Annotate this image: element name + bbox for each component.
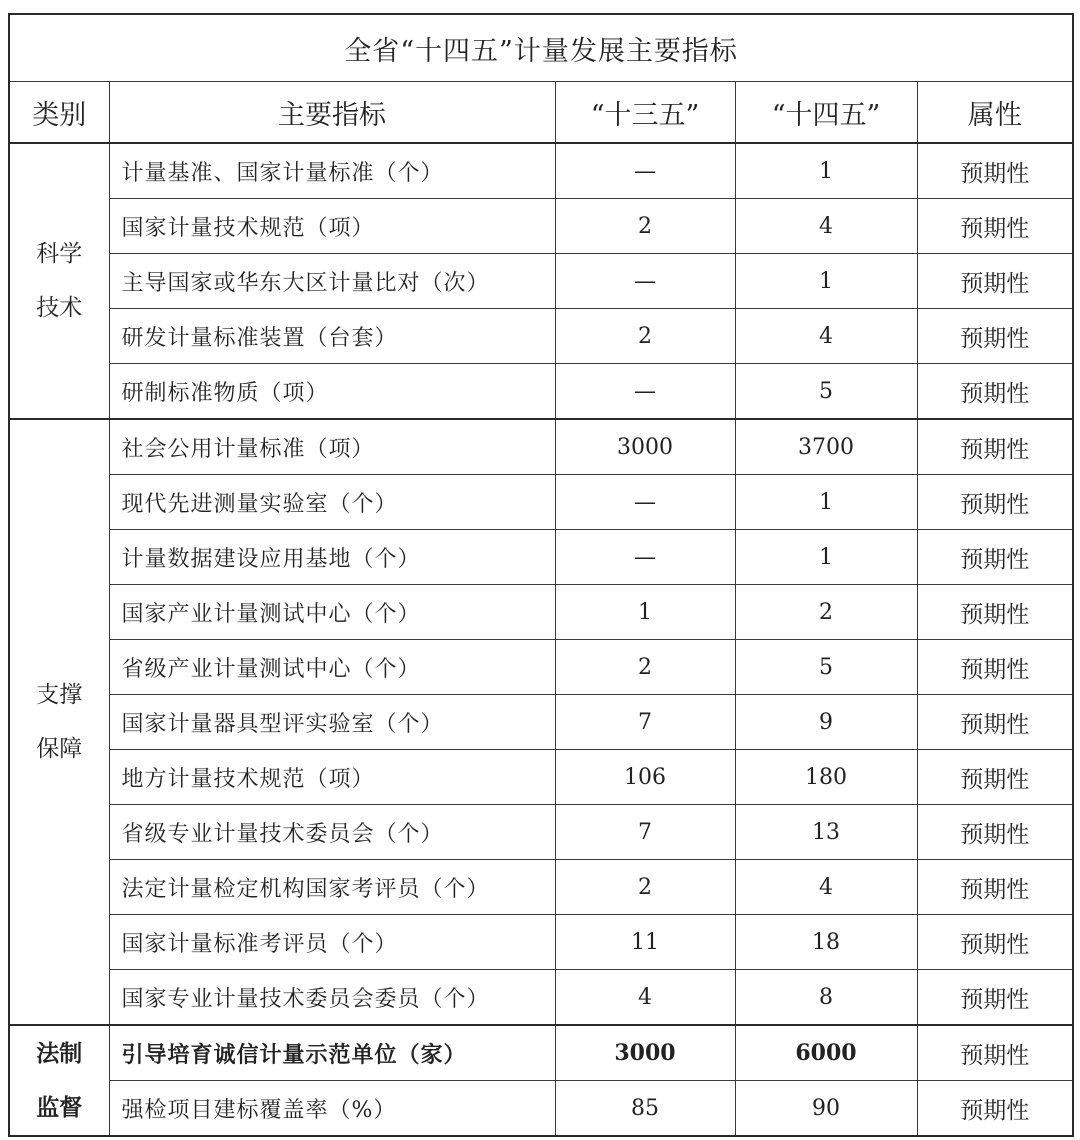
category-cell (9, 419, 109, 1025)
indicator-cell: 计量基准、国家计量标准（个） (109, 143, 555, 199)
table-row (9, 585, 1073, 640)
indicator-cell: 计量数据建设应用基地（个） (109, 530, 555, 585)
plan13-cell: 2 (555, 640, 735, 695)
category-cell (9, 1025, 109, 1136)
plan14-cell: 9 (735, 695, 917, 750)
attribute-cell: 预期性 (917, 475, 1073, 530)
plan14-cell: 180 (735, 750, 917, 805)
attribute-cell: 预期性 (917, 530, 1073, 585)
table-row (9, 419, 1073, 475)
plan14-cell: 2 (735, 585, 917, 640)
table-row (9, 254, 1073, 309)
table-row (9, 199, 1073, 254)
plan13-cell: — (555, 364, 735, 420)
indicator-cell: 研发计量标准装置（台套） (109, 309, 555, 364)
plan13-cell: 3000 (555, 419, 735, 475)
category-cell (9, 143, 109, 419)
attribute-cell: 预期性 (917, 750, 1073, 805)
plan14-cell: 4 (735, 309, 917, 364)
plan13-cell: 1 (555, 585, 735, 640)
plan14-cell: 1 (735, 143, 917, 199)
attribute-cell: 预期性 (917, 915, 1073, 970)
header-plan14: “十四五” (735, 82, 917, 144)
plan13-cell: 2 (555, 860, 735, 915)
indicator-cell: 引导培育诚信计量示范单位（家） (109, 1025, 555, 1081)
header-indicator: 主要指标 (109, 82, 555, 144)
table-row (9, 1081, 1073, 1137)
table-row (9, 364, 1073, 420)
table-row (9, 530, 1073, 585)
plan14-cell: 1 (735, 254, 917, 309)
plan14-cell: 3700 (735, 419, 917, 475)
indicator-cell: 国家产业计量测试中心（个） (109, 585, 555, 640)
indicator-cell: 强检项目建标覆盖率（%） (109, 1081, 555, 1137)
indicator-cell: 研制标准物质（项） (109, 364, 555, 420)
attribute-cell: 预期性 (917, 309, 1073, 364)
plan14-cell: 90 (735, 1081, 917, 1137)
attribute-cell: 预期性 (917, 199, 1073, 254)
table-row (9, 695, 1073, 750)
plan13-cell: — (555, 143, 735, 199)
plan14-cell: 18 (735, 915, 917, 970)
attribute-cell: 预期性 (917, 1081, 1073, 1137)
plan13-cell: 7 (555, 695, 735, 750)
category-label: 技术 (36, 295, 83, 321)
plan13-cell: 2 (555, 199, 735, 254)
header-category: 类别 (9, 82, 109, 144)
table-row (9, 640, 1073, 695)
table-row (9, 309, 1073, 364)
category-label: 法制 (36, 1039, 83, 1067)
attribute-cell: 预期性 (917, 805, 1073, 860)
indicator-cell: 地方计量技术规范（项） (109, 750, 555, 805)
plan14-cell: 4 (735, 199, 917, 254)
table-row (9, 1025, 1073, 1081)
category-label: 保障 (36, 736, 83, 762)
plan13-cell: 3000 (555, 1025, 735, 1081)
attribute-cell: 预期性 (917, 585, 1073, 640)
table-row (9, 915, 1073, 970)
indicator-cell: 国家计量标准考评员（个） (109, 915, 555, 970)
indicator-cell: 国家专业计量技术委员会委员（个） (109, 970, 555, 1026)
plan13-cell: 4 (555, 970, 735, 1026)
attribute-cell: 预期性 (917, 254, 1073, 309)
plan13-cell: 11 (555, 915, 735, 970)
indicator-cell: 社会公用计量标准（项） (109, 419, 555, 475)
plan13-cell: 7 (555, 805, 735, 860)
table-row (9, 970, 1073, 1026)
plan13-cell: 106 (555, 750, 735, 805)
attribute-cell: 预期性 (917, 1025, 1073, 1081)
indicator-cell: 国家计量技术规范（项） (109, 199, 555, 254)
plan14-cell: 1 (735, 475, 917, 530)
plan14-cell: 5 (735, 640, 917, 695)
plan13-cell: 2 (555, 309, 735, 364)
plan13-cell: — (555, 530, 735, 585)
indicator-cell: 主导国家或华东大区计量比对（次） (109, 254, 555, 309)
plan13-cell: — (555, 254, 735, 309)
metrics-table (8, 13, 1074, 1137)
plan14-cell: 13 (735, 805, 917, 860)
attribute-cell: 预期性 (917, 640, 1073, 695)
indicator-cell: 省级产业计量测试中心（个） (109, 640, 555, 695)
header-row (9, 82, 1073, 144)
attribute-cell: 预期性 (917, 860, 1073, 915)
table-row (9, 860, 1073, 915)
category-label: 科学 (36, 241, 83, 267)
indicator-cell: 法定计量检定机构国家考评员（个） (109, 860, 555, 915)
plan14-cell: 4 (735, 860, 917, 915)
table-row (9, 475, 1073, 530)
plan14-cell: 6000 (735, 1025, 917, 1081)
attribute-cell: 预期性 (917, 143, 1073, 199)
category-label: 支撑 (36, 682, 83, 708)
plan13-cell: — (555, 475, 735, 530)
attribute-cell: 预期性 (917, 419, 1073, 475)
header-attribute: 属性 (917, 82, 1073, 144)
table-row (9, 805, 1073, 860)
attribute-cell: 预期性 (917, 970, 1073, 1026)
indicator-cell: 现代先进测量实验室（个） (109, 475, 555, 530)
plan14-cell: 1 (735, 530, 917, 585)
plan14-cell: 5 (735, 364, 917, 420)
table-row (9, 750, 1073, 805)
plan14-cell: 8 (735, 970, 917, 1026)
category-label: 监督 (36, 1093, 83, 1121)
title-row (9, 14, 1073, 82)
indicator-cell: 省级专业计量技术委员会（个） (109, 805, 555, 860)
header-plan13: “十三五” (555, 82, 735, 144)
attribute-cell: 预期性 (917, 364, 1073, 420)
table-row (9, 143, 1073, 199)
table-title: 全省“十四五”计量发展主要指标 (9, 14, 1073, 82)
attribute-cell: 预期性 (917, 695, 1073, 750)
indicator-cell: 国家计量器具型评实验室（个） (109, 695, 555, 750)
plan13-cell: 85 (555, 1081, 735, 1137)
